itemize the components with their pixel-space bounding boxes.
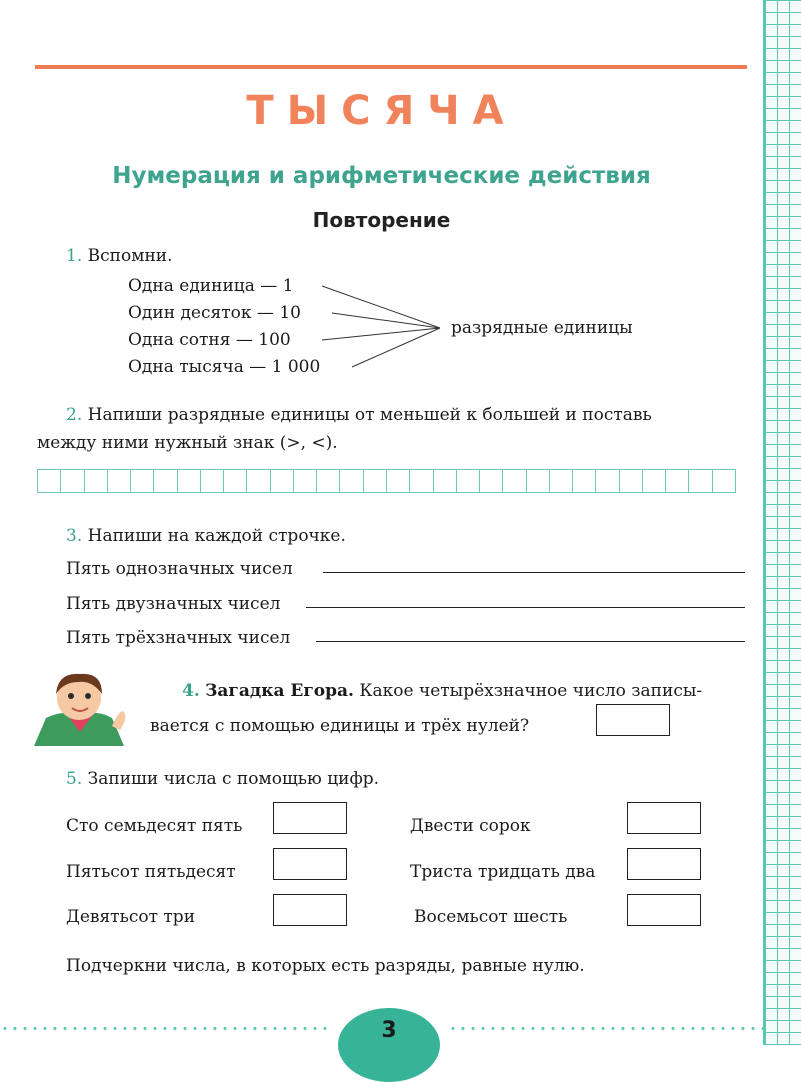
section-heading: Повторение [312,208,451,232]
task3-row1-label: Пять однозначных чисел [66,559,293,579]
task3-row2-label: Пять двузначных чисел [66,594,281,614]
page-title: ТЫСЯЧА [246,88,517,134]
number-word-5: Триста тридцать два [410,862,596,882]
answer-box-3[interactable] [273,894,347,926]
task1-number: 1. [66,246,83,266]
task4-line2: вается с помощью единицы и трёх нулей? [150,716,530,736]
page-number: 3 [381,1018,397,1043]
footer-dots-left [0,1027,330,1030]
task5-number: 5. [66,769,83,789]
margin-grid [763,0,801,1045]
task3-heading [66,526,346,546]
task5-heading [66,769,379,789]
answer-cell-row[interactable] [38,469,736,493]
task4-line1 [182,681,702,701]
task3-row3-label: Пять трёхзначных чисел [66,628,291,648]
task3-text: Напиши на каждой строчке. [87,526,346,546]
task4-answer-box[interactable] [596,704,670,736]
chapter-subtitle: Нумерация и арифметические действия [112,163,651,189]
task2-text1: Напиши разрядные единицы от меньшей к большей и поставь [87,405,652,425]
task3-number: 3. [66,526,83,546]
task5-footer: Подчеркни числа, в которых есть разряды, равные нулю. [66,956,585,976]
number-word-3: Девятьсот три [66,907,196,927]
answer-box-5[interactable] [627,848,701,880]
task5-text: Запиши числа с помощью цифр. [87,769,380,789]
page-number-badge [338,1008,440,1082]
place-value-label: разрядные единицы [451,318,633,338]
answer-box-1[interactable] [273,802,347,834]
task1-item-1: Одна единица — 1 [128,276,294,296]
task1-item-4: Одна тысяча — 1 000 [128,357,321,377]
task4-text1: Какое четырёхзначное число записы- [359,681,703,701]
boy-character-illustration [32,668,130,746]
task1-item-3: Одна сотня — 100 [128,330,291,350]
answer-box-2[interactable] [273,848,347,880]
task2-line2: между ними нужный знак (>, <). [37,433,338,453]
task3-row2-line[interactable] [306,607,745,608]
bracket-lines [0,0,763,400]
task1-item-2: Один десяток — 10 [128,303,301,323]
task1-text: Вспомни. [87,246,173,266]
task2-number: 2. [66,405,83,425]
answer-box-4[interactable] [627,802,701,834]
footer-dots-right [448,1027,763,1030]
number-word-6: Восемьсот шесть [414,907,568,927]
number-word-2: Пятьсот пятьдесят [66,862,236,882]
task2-line1 [66,405,652,425]
task4-title: Загадка Егора. [205,681,354,701]
task3-row1-line[interactable] [323,572,745,573]
task3-row3-line[interactable] [316,641,745,642]
number-word-1: Сто семьдесят пять [66,816,243,836]
answer-box-6[interactable] [627,894,701,926]
number-word-4: Двести сорок [410,816,531,836]
task4-number: 4. [182,681,200,701]
